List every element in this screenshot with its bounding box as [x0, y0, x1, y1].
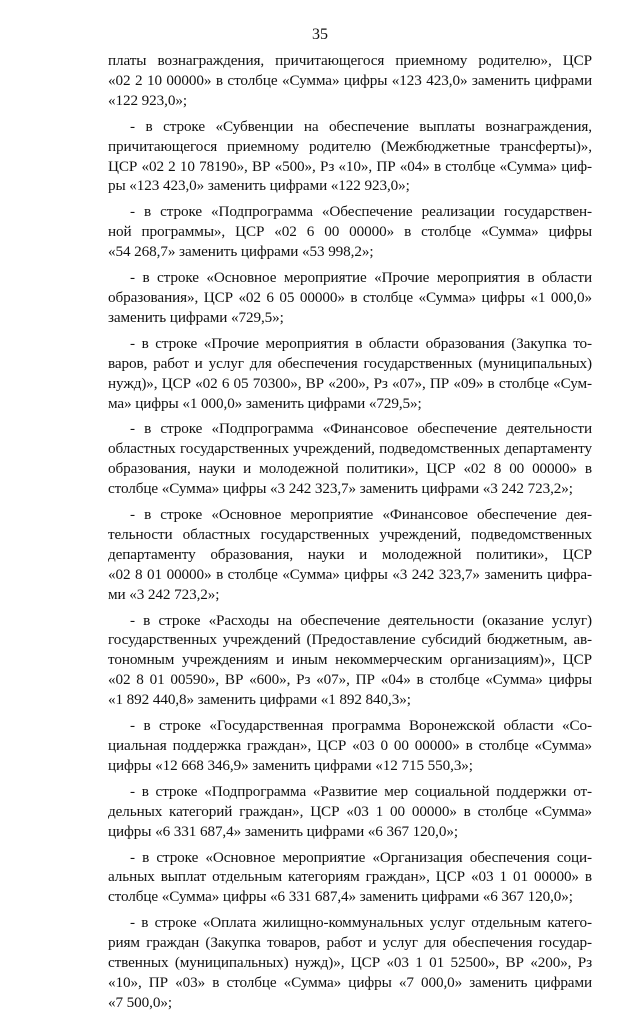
- text-line: - в строке «Прочие мероприятия в области образования (Закупка то-: [130, 334, 592, 352]
- text-line: - в строке «Основное мероприятие «Финансовое обеспечение дея-: [130, 506, 592, 524]
- text-line: областных государственных учреждений, подведомственных департаменту: [108, 440, 592, 458]
- paragraph: [108, 611, 592, 711]
- text-line: образования, науки и молодежной политики», ЦСР «02 8 00 00000» в: [108, 460, 592, 478]
- paragraph: [108, 334, 592, 414]
- text-line: дельных категорий граждан», ЦСР «03 1 00 00000» в столбце «Сумма»: [108, 802, 592, 820]
- text-line: столбце «Сумма» цифры «6 331 687,4» заменить цифрами «6 367 120,0»;: [108, 888, 573, 906]
- text-line: государственных учреждений (Предоставление субсидий бюджетным, ав-: [108, 631, 592, 649]
- text-line: - в строке «Государственная программа Воронежской области «Со-: [130, 717, 592, 735]
- text-line: ной программы», ЦСР «02 6 00 00000» в столбце «Сумма» цифры: [108, 223, 592, 241]
- text-line: - в строке «Расходы на обеспечение деятельности (оказание услуг): [130, 611, 592, 629]
- text-line: «1 892 440,8» заменить цифрами «1 892 840,3»;: [108, 691, 411, 709]
- text-line: ственных (муниципальных) нужд)», ЦСР «03 1 01 52500», ВР «200», Рз: [108, 954, 592, 972]
- text-line: ры «123 423,0» заменить цифрами «122 923,0»;: [108, 177, 410, 195]
- text-line: ЦСР «02 2 10 78190», ВР «500», Рз «10», ПР «04» в столбце «Сумма» циф-: [108, 157, 592, 175]
- text-line: «10», ПР «03» в столбце «Сумма» цифры «7 000,0» заменить цифрами: [108, 973, 592, 991]
- text-line: - в строке «Основное мероприятие «Прочие мероприятия в области: [130, 269, 592, 287]
- text-line: циальная поддержка граждан», ЦСР «03 0 00 00000» в столбце «Сумма»: [108, 737, 592, 754]
- text-line: ма» цифры «1 000,0» заменить цифрами «729,5»;: [108, 394, 422, 412]
- text-line: столбце «Сумма» цифры «3 242 323,7» заменить цифрами «3 242 723,2»;: [108, 480, 573, 498]
- text-line: - в строке «Оплата жилищно-коммунальных услуг отдельным катего-: [130, 914, 592, 932]
- text-line: «02 8 01 00000» в столбце «Сумма» цифры «3 242 323,7» заменить цифра-: [108, 565, 592, 583]
- text-line: альных выплат отдельным категориям граждан», ЦСР «03 1 01 00000» в: [108, 868, 592, 886]
- text-line: «54 268,7» заменить цифрами «53 998,2»;: [108, 243, 374, 261]
- text-line: «7 500,0»;: [108, 993, 172, 1011]
- text-line: цифры «6 331 687,4» заменить цифрами «6 367 120,0»;: [108, 822, 458, 840]
- paragraph: [108, 202, 592, 262]
- paragraph: [108, 505, 592, 605]
- text-line: причитающегося приемному родителю (Межбюджетные трансферты)»,: [108, 137, 592, 155]
- text-line: варов, работ и услуг для обеспечения государственных (муниципальных): [108, 354, 592, 372]
- text-line: нужд)», ЦСР «02 6 05 70300», ВР «200», Рз «07», ПР «09» в столбце «Сум-: [108, 374, 592, 392]
- paragraph: [108, 268, 592, 328]
- text-line: - в строке «Подпрограмма «Развитие мер социальной поддержки от-: [130, 782, 592, 800]
- text-line: тономным учреждениям и иным некоммерческим организациям)», ЦСР: [108, 651, 592, 669]
- text-line: - в строке «Подпрограмма «Обеспечение реализации государствен-: [130, 203, 592, 221]
- text-line: образования», ЦСР «02 6 05 00000» в столбце «Сумма» цифры «1 000,0»: [108, 288, 592, 306]
- document-body: [108, 51, 592, 1019]
- paragraph: [108, 117, 592, 197]
- text-line: - в строке «Субвенции на обеспечение выплаты вознаграждения,: [130, 117, 592, 135]
- paragraph: [108, 419, 592, 499]
- text-line: «02 2 10 00000» в столбце «Сумма» цифры «123 423,0» заменить цифрами: [108, 71, 592, 89]
- text-line: тельности областных государственных учреждений, подведомственных: [108, 525, 592, 543]
- paragraph: [108, 782, 592, 842]
- text-line: заменить цифрами «729,5»;: [108, 308, 284, 326]
- text-line: «122 923,0»;: [108, 91, 187, 109]
- text-line: платы вознаграждения, причитающегося приемному родителю», ЦСР: [108, 52, 592, 69]
- text-line: ми «3 242 723,2»;: [108, 585, 220, 603]
- text-line: - в строке «Подпрограмма «Финансовое обеспечение деятельности: [130, 420, 592, 438]
- text-line: риям граждан (Закупка товаров, работ и услуг для обеспечения государ-: [108, 934, 592, 952]
- text-line: - в строке «Основное мероприятие «Организация обеспечения соци-: [130, 848, 592, 866]
- paragraph: [108, 51, 592, 111]
- page-number: 35: [312, 26, 328, 43]
- paragraph: [108, 848, 592, 908]
- text-line: департаменту образования, науки и молодежной политики», ЦСР: [108, 545, 592, 563]
- paragraph: [108, 913, 592, 1013]
- paragraph: [108, 716, 592, 776]
- text-line: цифры «12 668 346,9» заменить цифрами «12 715 550,3»;: [108, 756, 473, 774]
- text-line: «02 8 01 00590», ВР «600», Рз «07», ПР «04» в столбце «Сумма» цифры: [108, 671, 592, 689]
